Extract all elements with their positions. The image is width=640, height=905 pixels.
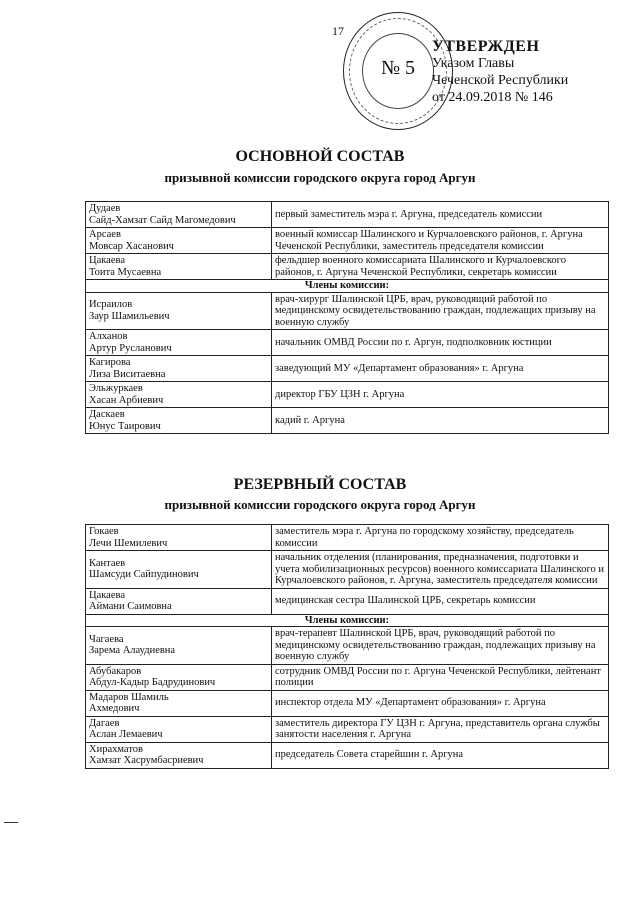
table-row xyxy=(86,690,609,716)
seal-number: № 5 xyxy=(380,57,416,79)
table-row xyxy=(86,525,609,551)
member-position: заместитель мэра г. Аргуна по городскому хозяйству, председатель комиссии xyxy=(272,525,609,551)
member-position: сотрудник ОМВД России по г. Аргуна Чеченской Республики, лейтенант полиции xyxy=(272,664,609,690)
approval-line-1: Указом Главы xyxy=(432,56,515,71)
member-name: Цакаева Тоита Мусаевна xyxy=(86,254,272,280)
approval-heading: УТВЕРЖДЕН xyxy=(432,38,540,55)
members-heading: Члены комиссии: xyxy=(86,280,609,293)
reserve-subtitle: призывной комиссии городского округа город Аргун xyxy=(164,497,476,512)
members-heading-row xyxy=(86,280,609,293)
member-name: Исраилов Заур Шамильевич xyxy=(86,292,272,330)
member-name: Гокаев Лечи Шемилевич xyxy=(86,525,272,551)
table-row xyxy=(86,254,609,280)
member-name: Арсаев Мовсар Хасанович xyxy=(86,228,272,254)
member-name: Цакаева Аймани Саимовна xyxy=(86,588,272,614)
page-number: 17 xyxy=(332,24,344,38)
member-position: начальник ОМВД России по г. Аргун, подполковник юстиции xyxy=(272,330,609,356)
member-position: кадий г. Аргуна xyxy=(272,408,609,434)
member-position: первый заместитель мэра г. Аргуна, председатель комиссии xyxy=(272,202,609,228)
table-row xyxy=(86,716,609,742)
approval-line-3: от 24.09.2018 № 146 xyxy=(432,90,553,105)
member-name: Алханов Артур Русланович xyxy=(86,330,272,356)
member-position: председатель Совета старейшин г. Аргуна xyxy=(272,742,609,768)
table-row xyxy=(86,330,609,356)
member-position: директор ГБУ ЦЗН г. Аргуна xyxy=(272,382,609,408)
table-row xyxy=(86,627,609,665)
reserve-composition-table xyxy=(85,524,609,769)
member-name: Абубакаров Абдул-Кадыр Бадрудинович xyxy=(86,664,272,690)
member-position: врач-терапевт Шалинской ЦРБ, врач, руководящий работой по медицинскому освидетельствованию граждан, подлежащих призыву на военную службу xyxy=(272,627,609,665)
member-name: Мадаров Шамиль Ахмедович xyxy=(86,690,272,716)
approval-block xyxy=(432,38,568,106)
member-position: заведующий МУ «Департамент образования» г. Аргуна xyxy=(272,356,609,382)
margin-mark xyxy=(4,822,18,823)
table-row xyxy=(86,742,609,768)
member-position: заместитель директора ГУ ЦЗН г. Аргуна, представитель органа службы занятости населения г. Аргуна xyxy=(272,716,609,742)
member-position: медицинская сестра Шалинской ЦРБ, секретарь комиссии xyxy=(272,588,609,614)
table-row xyxy=(86,664,609,690)
member-name: Кагирова Лиза Виситаевна xyxy=(86,356,272,382)
main-composition-table xyxy=(85,201,609,434)
member-name: Дудаев Сайд-Хамзат Сайд Магомедович xyxy=(86,202,272,228)
member-position: военный комиссар Шалинского и Курчалоевского районов, г. Аргуна Чеченской Республики, заместитель председателя комиссии xyxy=(272,228,609,254)
member-name: Чагаева Зарема Алаудиевна xyxy=(86,627,272,665)
member-position: начальник отделения (планирования, предназначения, подготовки и учета мобилизационных ресурсов) военного комиссариата Шалинского и Курчалоевского районов, г. Аргуна, заместитель председателя комиссии xyxy=(272,551,609,589)
member-name: Даскаев Юнус Таирович xyxy=(86,408,272,434)
reserve-title: РЕЗЕРВНЫЙ СОСТАВ xyxy=(233,476,407,493)
table-row xyxy=(86,382,609,408)
members-heading: Члены комиссии: xyxy=(86,614,609,627)
member-position: фельдшер военного комиссариата Шалинского и Курчалоевского районов, г. Аргуна Чеченской Республики, секретарь комиссии xyxy=(272,254,609,280)
table-row xyxy=(86,356,609,382)
member-name: Дагаев Аслан Лемаевич xyxy=(86,716,272,742)
table-row xyxy=(86,228,609,254)
member-position: врач-хирург Шалинской ЦРБ, врач, руководящий работой по медицинскому освидетельствованию граждан, подлежащих призыву на военную службу xyxy=(272,292,609,330)
main-title: ОСНОВНОЙ СОСТАВ xyxy=(235,148,405,165)
members-heading-row xyxy=(86,614,609,627)
table-row xyxy=(86,588,609,614)
member-position: инспектор отдела МУ «Департамент образования» г. Аргуна xyxy=(272,690,609,716)
member-name: Кантаев Шамсуди Сайпудинович xyxy=(86,551,272,589)
approval-line-2: Чеченской Республики xyxy=(432,73,569,88)
member-name: Хирахматов Хамзат Хасрумбасриевич xyxy=(86,742,272,768)
table-row xyxy=(86,292,609,330)
table-row xyxy=(86,551,609,589)
table-row xyxy=(86,408,609,434)
member-name: Эльжуркаев Хасан Арбиевич xyxy=(86,382,272,408)
main-subtitle: призывной комиссии городского округа город Аргун xyxy=(164,170,476,185)
table-row xyxy=(86,202,609,228)
